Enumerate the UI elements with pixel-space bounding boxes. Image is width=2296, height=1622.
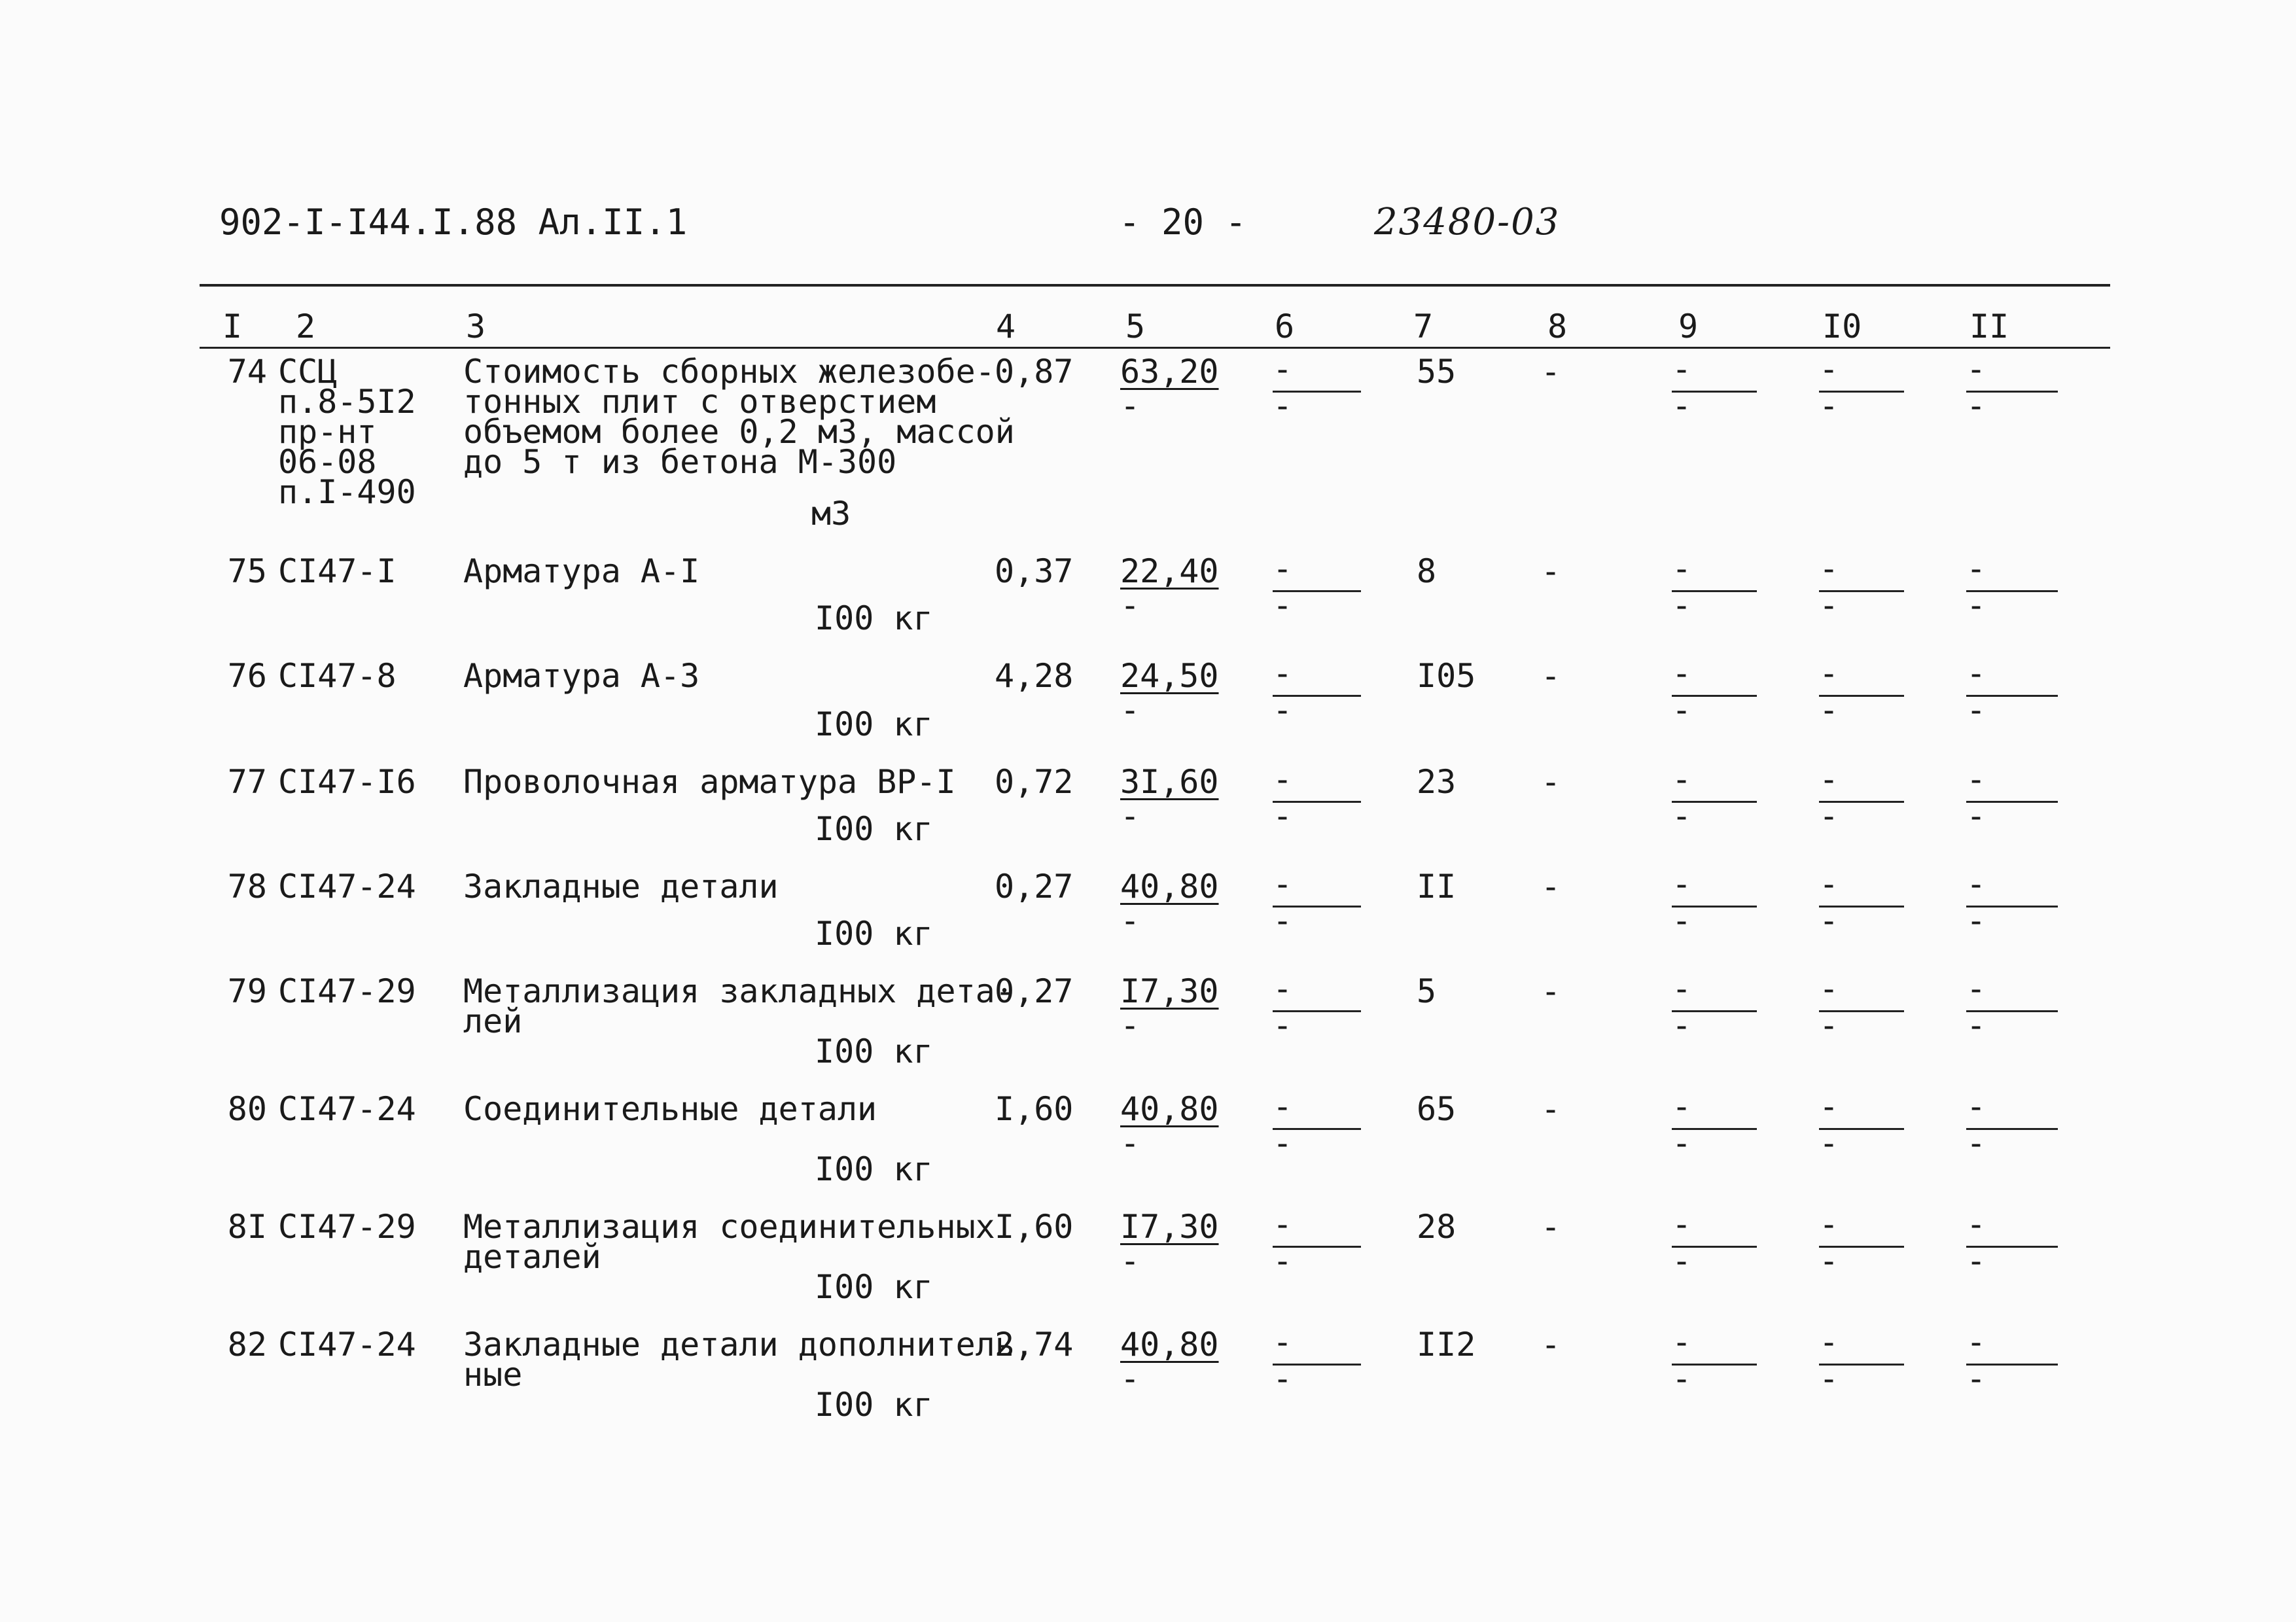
- empty-dash: -: [1819, 1242, 1839, 1280]
- empty-dash: -: [1819, 586, 1839, 624]
- empty-dash: -: [1966, 760, 1987, 798]
- empty-dash: -: [1672, 797, 1692, 835]
- work-description: Закладные детали: [463, 868, 779, 906]
- unit-of-measure: I00 кг: [815, 705, 933, 743]
- norm-code: СI47-8: [278, 657, 397, 695]
- empty-dash: -: [1966, 691, 1987, 729]
- col7-value: II2: [1417, 1326, 1476, 1364]
- unit-price: 63,20: [1120, 353, 1219, 391]
- column-header: 5: [1125, 308, 1146, 345]
- column-header: 9: [1678, 308, 1699, 345]
- work-description: Стоимость сборных железобе-: [463, 353, 995, 391]
- col7-value: 23: [1417, 763, 1457, 801]
- empty-dash: -: [1273, 387, 1293, 425]
- norm-code: СI47-24: [278, 1326, 416, 1364]
- quantity: I,60: [995, 1090, 1074, 1128]
- empty-dash: -: [1273, 865, 1293, 903]
- quantity: 0,72: [995, 763, 1074, 801]
- work-description: Металлизация закладных дета-: [463, 972, 1015, 1010]
- empty-dash: -: [1672, 1087, 1692, 1125]
- empty-dash: -: [1672, 387, 1692, 425]
- quantity: 0,27: [995, 868, 1074, 906]
- quantity: 0,37: [995, 552, 1074, 590]
- quantity: 2,74: [995, 1326, 1074, 1364]
- empty-dash: -: [1672, 1205, 1692, 1243]
- column-header: I: [222, 308, 243, 345]
- empty-dash: -: [1819, 387, 1839, 425]
- empty-dash: -: [1120, 691, 1140, 729]
- empty-dash: -: [1672, 654, 1692, 692]
- empty-dash: -: [1273, 760, 1293, 798]
- empty-dash: -: [1966, 797, 1987, 835]
- column-header: 3: [466, 308, 486, 345]
- norm-code: п.I-490: [278, 473, 416, 511]
- work-description: Арматура А-3: [463, 657, 700, 695]
- unit-of-measure: I00 кг: [815, 1268, 933, 1306]
- unit-price: 24,50: [1120, 657, 1219, 695]
- norm-code: СI47-24: [278, 1090, 416, 1128]
- empty-dash: -: [1672, 586, 1692, 624]
- col8-dash: -: [1541, 868, 1561, 906]
- empty-dash: -: [1819, 865, 1839, 903]
- empty-dash: -: [1966, 902, 1987, 940]
- unit-price: 40,80: [1120, 868, 1219, 906]
- work-description: до 5 т из бетона М-300: [463, 443, 897, 481]
- col8-dash: -: [1541, 1326, 1561, 1364]
- empty-dash: -: [1819, 654, 1839, 692]
- empty-dash: -: [1819, 760, 1839, 798]
- empty-dash: -: [1819, 1124, 1839, 1162]
- empty-dash: -: [1273, 1360, 1293, 1398]
- empty-dash: -: [1966, 654, 1987, 692]
- work-description: Соединительные детали: [463, 1090, 877, 1128]
- quantity: 0,87: [995, 353, 1074, 391]
- norm-code: СI47-29: [278, 1208, 416, 1246]
- empty-dash: -: [1966, 350, 1987, 388]
- col7-value: 65: [1417, 1090, 1457, 1128]
- empty-dash: -: [1966, 1205, 1987, 1243]
- empty-dash: -: [1273, 691, 1293, 729]
- col7-value: 5: [1417, 972, 1437, 1010]
- norm-code: пр-нт: [278, 413, 377, 451]
- empty-dash: -: [1672, 1242, 1692, 1280]
- norm-code: п.8-5I2: [278, 383, 416, 421]
- empty-dash: -: [1672, 1360, 1692, 1398]
- empty-dash: -: [1672, 902, 1692, 940]
- empty-dash: -: [1819, 1360, 1839, 1398]
- norm-code: 06-08: [278, 443, 377, 481]
- empty-dash: -: [1672, 865, 1692, 903]
- row-number: 77: [227, 763, 267, 801]
- work-description: Закладные детали дополнитель: [463, 1326, 1015, 1364]
- norm-code: СI47-I: [278, 552, 397, 590]
- col8-dash: -: [1541, 657, 1561, 695]
- unit-of-measure: I00 кг: [815, 1032, 933, 1070]
- unit-price: 22,40: [1120, 552, 1219, 590]
- column-header: 6: [1275, 308, 1295, 345]
- unit-price: 3I,60: [1120, 763, 1219, 801]
- empty-dash: -: [1120, 1124, 1140, 1162]
- page-number: - 20 -: [1119, 202, 1247, 243]
- work-description: объемом более 0,2 м3, массой: [463, 413, 1015, 451]
- empty-dash: -: [1966, 1124, 1987, 1162]
- unit-of-measure: I00 кг: [815, 1386, 933, 1424]
- work-description: Арматура А-I: [463, 552, 700, 590]
- norm-code: СI47-29: [278, 972, 416, 1010]
- empty-dash: -: [1966, 387, 1987, 425]
- work-description: лей: [463, 1002, 523, 1040]
- empty-dash: -: [1819, 1205, 1839, 1243]
- quantity: I,60: [995, 1208, 1074, 1246]
- col7-value: II: [1417, 868, 1457, 906]
- row-number: 82: [227, 1326, 267, 1364]
- empty-dash: -: [1120, 1242, 1140, 1280]
- norm-code: СI47-I6: [278, 763, 416, 801]
- empty-dash: -: [1966, 1242, 1987, 1280]
- empty-dash: -: [1819, 691, 1839, 729]
- row-number: 79: [227, 972, 267, 1010]
- row-number: 78: [227, 868, 267, 906]
- col8-dash: -: [1541, 1090, 1561, 1128]
- empty-dash: -: [1273, 970, 1293, 1008]
- empty-dash: -: [1672, 1006, 1692, 1044]
- empty-dash: -: [1672, 760, 1692, 798]
- work-description: тонных плит с отверстием: [463, 383, 936, 421]
- empty-dash: -: [1273, 1006, 1293, 1044]
- empty-dash: -: [1672, 550, 1692, 588]
- empty-dash: -: [1819, 1323, 1839, 1361]
- empty-dash: -: [1966, 1087, 1987, 1125]
- empty-dash: -: [1672, 1124, 1692, 1162]
- unit-of-measure: I00 кг: [815, 1150, 933, 1188]
- empty-dash: -: [1819, 970, 1839, 1008]
- unit-price: 40,80: [1120, 1326, 1219, 1364]
- empty-dash: -: [1672, 691, 1692, 729]
- empty-dash: -: [1819, 1087, 1839, 1125]
- empty-dash: -: [1120, 1006, 1140, 1044]
- column-header: 2: [296, 308, 316, 345]
- col8-dash: -: [1541, 763, 1561, 801]
- empty-dash: -: [1273, 1205, 1293, 1243]
- empty-dash: -: [1273, 1242, 1293, 1280]
- row-number: 74: [227, 353, 267, 391]
- work-description: деталей: [463, 1238, 601, 1276]
- col7-value: 28: [1417, 1208, 1457, 1246]
- empty-dash: -: [1672, 350, 1692, 388]
- empty-dash: -: [1120, 797, 1140, 835]
- column-header: 7: [1413, 308, 1434, 345]
- unit-of-measure: I00 кг: [815, 915, 933, 953]
- empty-dash: -: [1966, 970, 1987, 1008]
- row-number: 80: [227, 1090, 267, 1128]
- column-header: II: [1969, 308, 2009, 345]
- header-rule: [200, 347, 2110, 349]
- col8-dash: -: [1541, 972, 1561, 1010]
- unit-price: I7,30: [1120, 1208, 1219, 1246]
- column-header: I0: [1822, 308, 1862, 345]
- empty-dash: -: [1120, 1360, 1140, 1398]
- empty-dash: -: [1672, 970, 1692, 1008]
- unit-of-measure: I00 кг: [815, 599, 933, 637]
- unit-price: I7,30: [1120, 972, 1219, 1010]
- empty-dash: -: [1819, 550, 1839, 588]
- col8-dash: -: [1541, 1208, 1561, 1246]
- empty-dash: -: [1273, 350, 1293, 388]
- norm-code: СI47-24: [278, 868, 416, 906]
- empty-dash: -: [1819, 797, 1839, 835]
- empty-dash: -: [1819, 350, 1839, 388]
- top-rule: [200, 284, 2110, 287]
- document-code: 902-I-I44.I.88 Ал.II.1: [219, 202, 688, 243]
- empty-dash: -: [1120, 902, 1140, 940]
- empty-dash: -: [1273, 902, 1293, 940]
- empty-dash: -: [1273, 1323, 1293, 1361]
- empty-dash: -: [1966, 1323, 1987, 1361]
- unit-of-measure: I00 кг: [815, 810, 933, 848]
- empty-dash: -: [1966, 550, 1987, 588]
- empty-dash: -: [1273, 654, 1293, 692]
- empty-dash: -: [1819, 1006, 1839, 1044]
- empty-dash: -: [1273, 550, 1293, 588]
- empty-dash: -: [1120, 387, 1140, 425]
- empty-dash: -: [1966, 586, 1987, 624]
- norm-code: ССЦ: [278, 353, 338, 391]
- column-header: 8: [1547, 308, 1568, 345]
- empty-dash: -: [1273, 586, 1293, 624]
- row-number: 8I: [227, 1208, 267, 1246]
- empty-dash: -: [1273, 1087, 1293, 1125]
- empty-dash: -: [1120, 586, 1140, 624]
- empty-dash: -: [1966, 1360, 1987, 1398]
- column-header: 4: [996, 308, 1016, 345]
- quantity: 4,28: [995, 657, 1074, 695]
- work-description: Металлизация соединительных: [463, 1208, 995, 1246]
- row-number: 75: [227, 552, 267, 590]
- unit-of-measure: м3: [811, 495, 851, 533]
- col7-value: 8: [1417, 552, 1437, 590]
- col7-value: I05: [1417, 657, 1476, 695]
- empty-dash: -: [1966, 865, 1987, 903]
- empty-dash: -: [1819, 902, 1839, 940]
- col7-value: 55: [1417, 353, 1457, 391]
- empty-dash: -: [1966, 1006, 1987, 1044]
- row-number: 76: [227, 657, 267, 695]
- empty-dash: -: [1672, 1323, 1692, 1361]
- unit-price: 40,80: [1120, 1090, 1219, 1128]
- quantity: 0,27: [995, 972, 1074, 1010]
- empty-dash: -: [1273, 1124, 1293, 1162]
- col8-dash: -: [1541, 552, 1561, 590]
- empty-dash: -: [1273, 797, 1293, 835]
- work-description: Проволочная арматура ВР-I: [463, 763, 956, 801]
- col8-dash: -: [1541, 353, 1561, 391]
- work-description: ные: [463, 1356, 523, 1394]
- handwritten-number: 23480-03: [1374, 201, 1561, 243]
